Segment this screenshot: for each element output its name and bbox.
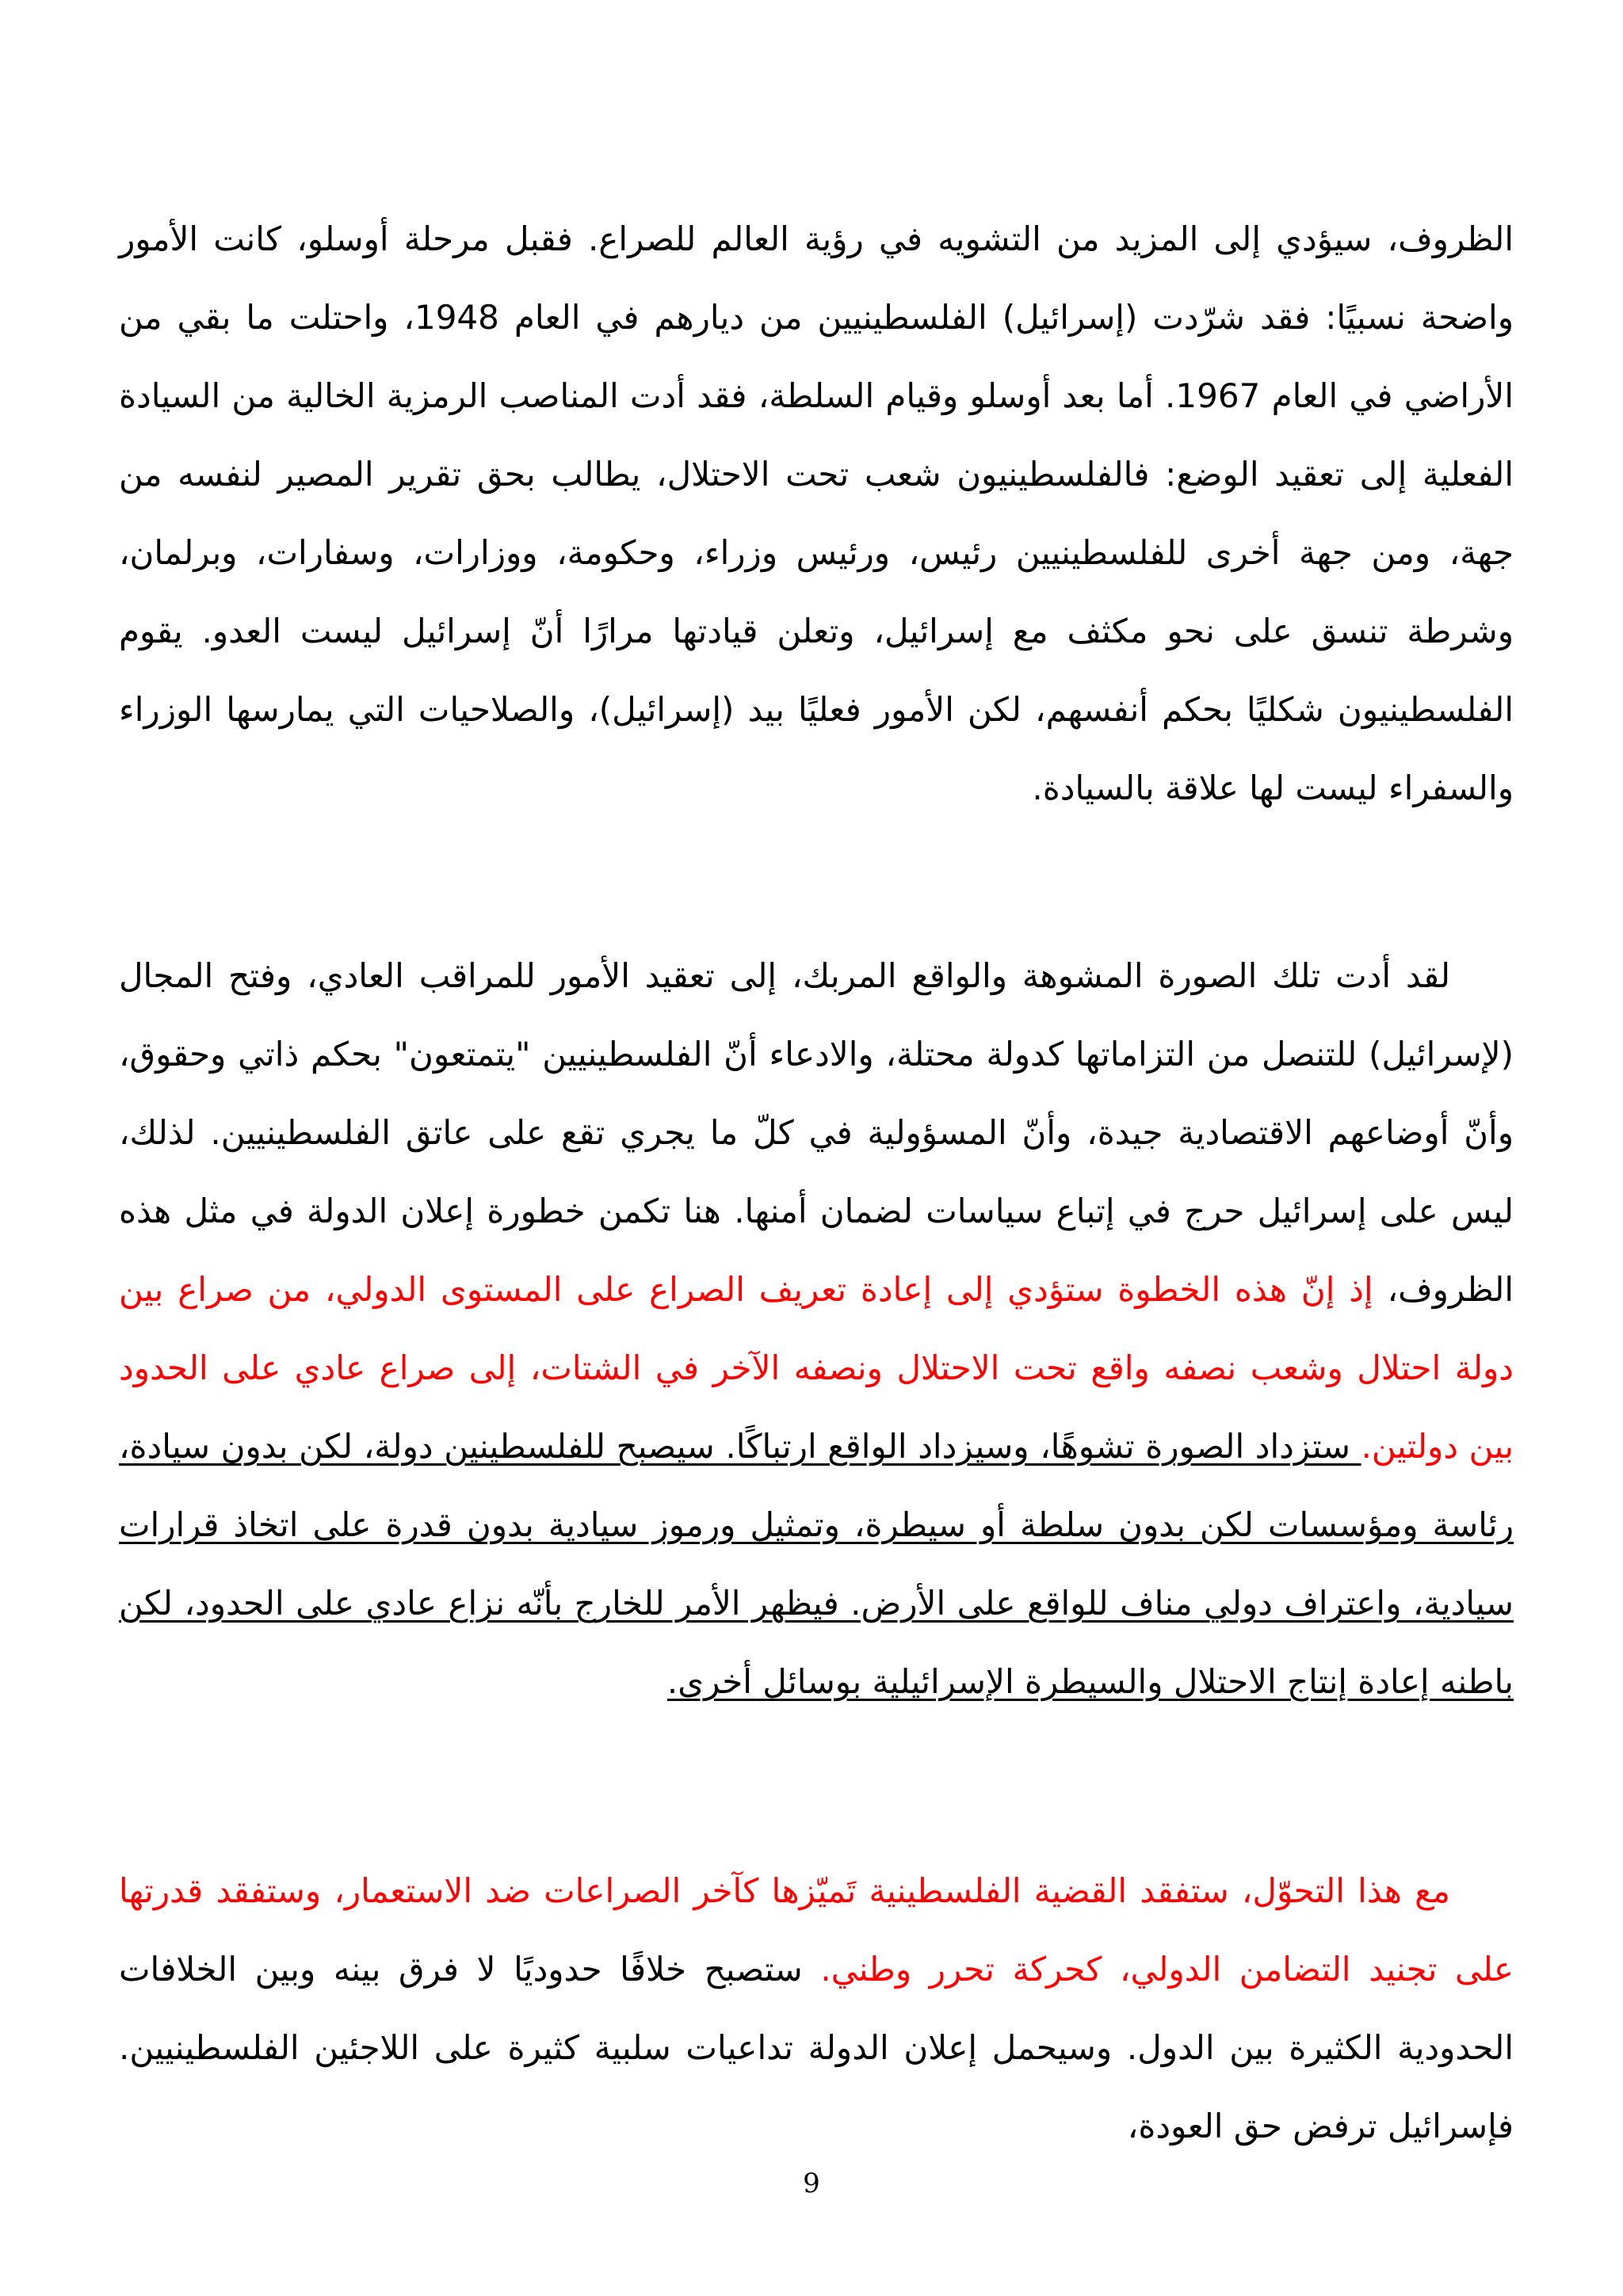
paragraph-2-plain-text: لقد أدت تلك الصورة المشوهة والواقع المربك، إلى تعقيد الأمور للمراقب العادي، وفتح المجال (لإسرائيل) للتنصل من التزاماتها كدولة محتلة، والادعاء أنّ الفلسطينيين "يتمتعون" بحكم ذاتي وحقوق، وأنّ أوضاعهم الاقتصادية جيدة، وأنّ المسؤولية في كلّ ما يجري تقع على عاتق الفلسطينيين. لذلك، ليس على إسرائيل حرج في إتباع سياسات لضمان أمنها. هنا تكمن خطورة إعلان الدولة في مثل هذه الظروف، (119, 956, 1514, 1309)
paragraph-2-red-text: إذ إنّ هذه الخطوة ستؤدي إلى إعادة تعريف الصراع على المستوى الدولي، من صراع بين دولة احتلال وشعب نصفه واقع تحت الاحتلال ونصفه الآخر في الشتات، إلى صراع عادي على الحدود بين دولتين. (119, 1270, 1514, 1466)
paragraph-2 (119, 936, 1514, 1721)
paragraph-1: الظروف، سيؤدي إلى المزيد من التشويه في رؤية العالم للصراع. فقبل مرحلة أوسلو، كانت الأمور واضحة نسبيًا: فقد شرّدت (إسرائيل) الفلسطينيين من ديارهم في العام 1948، واحتلت ما بقي من الأراضي في العام 1967. أما بعد أوسلو وقيام السلطة، فقد أدت المناصب الرمزية الخالية من السيادة الفعلية إلى تعقيد الوضع: فالفلسطينيون شعب تحت الاحتلال، يطالب بحق تقرير المصير لنفسه من جهة، ومن جهة أخرى للفلسطينيين رئيس، ورئيس وزراء، وحكومة، ووزارات، وسفارات، وبرلمان، وشرطة تنسق على نحو مكثف مع إسرائيل، وتعلن قيادتها مرارًا أنّ إسرائيل ليست العدو. يقوم الفلسطينيون شكليًا بحكم أنفسهم، لكن الأمور فعليًا بيد (إسرائيل)، والصلاحيات التي يمارسها الوزراء والسفراء ليست لها علاقة بالسيادة. (119, 219, 1514, 807)
paragraph-3 (119, 1852, 1514, 2165)
paragraph-2-underlined-text: ستزداد الصورة تشوهًا، وسيزداد الواقع ارتباكًا. سيصبح للفلسطينين دولة، لكن بدون سيادة، رئاسة ومؤسسات لكن بدون سلطة أو سيطرة، وتمثيل ورموز سيادية بدون قدرة على اتخاذ قرارات سيادية، واعتراف دولي مناف للواقع على الأرض. فيظهر الأمر للخارج بأنّه نزاع عادي على الحدود، لكن باطنه إعادة إنتاج الاحتلال والسيطرة الإسرائيلية بوسائل أخرى. (119, 1427, 1514, 1701)
page-number: 9 (803, 2168, 820, 2199)
paragraph-3-plain-text: ستصبح خلافًا حدوديًا لا فرق بينه وبين الخلافات الحدودية الكثيرة بين الدول. وسيحمل إعلان الدولة تداعيات سلبية كثيرة على اللاجئين الفلسطينيين. فإسرائيل ترفض حق العودة، (119, 1950, 1514, 2145)
paragraph-3-red-text: مع هذا التحوّل، ستفقد القضية الفلسطينية تَميّزها كآخر الصراعات ضد الاستعمار، وستفقد قدرتها على تجنيد التضامن الدولي، كحركة تحرر وطني. (119, 1871, 1514, 1989)
